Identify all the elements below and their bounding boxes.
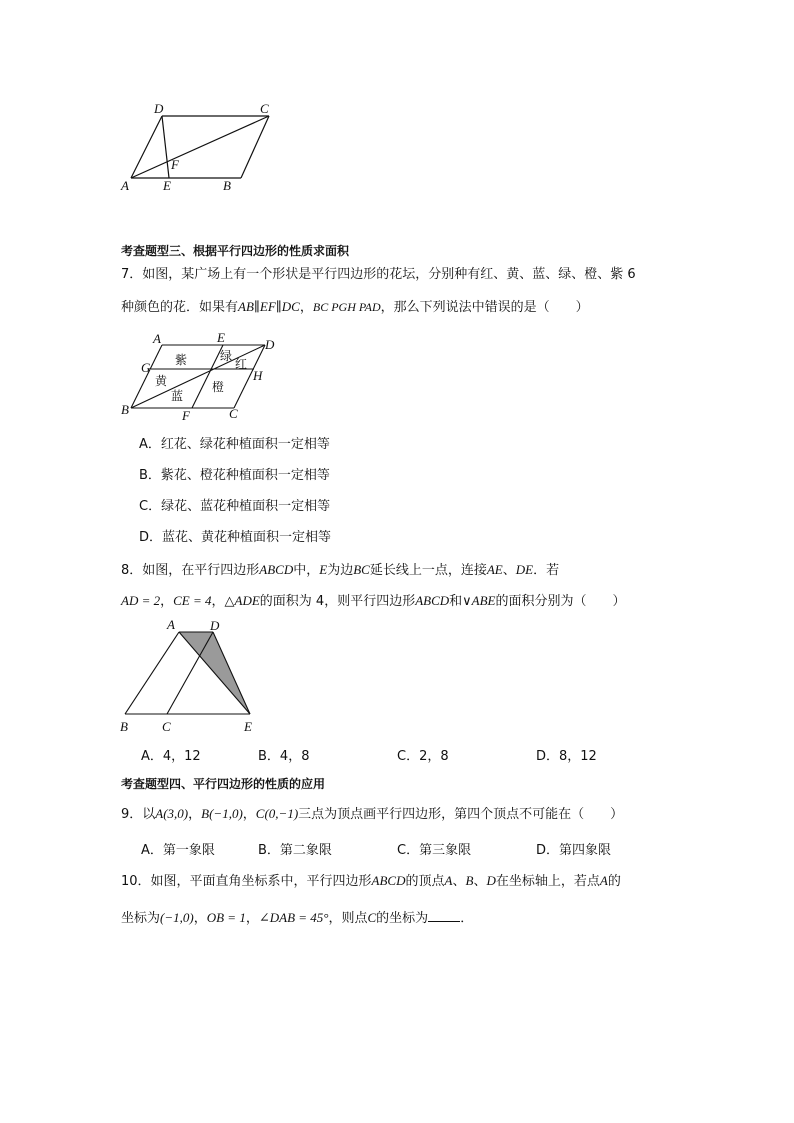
- figure-parallelogram-abcd-ef: [110, 96, 280, 196]
- q7-line2: [121, 298, 589, 317]
- q8-option-b: B．4，8: [258, 749, 310, 764]
- q10-l1-t1: 的顶点: [405, 874, 445, 889]
- fig8-label-d: D: [210, 618, 220, 633]
- q9-line: [121, 805, 623, 824]
- q9-m3: C(0,−1): [255, 806, 299, 821]
- q8-l2-t5: 的面积分别为（ ）: [495, 594, 626, 609]
- fig7-region-green: 绿: [220, 349, 233, 363]
- q8-l2-m1: AD = 2: [121, 593, 161, 608]
- q8-option-a: A．4，12: [141, 749, 201, 764]
- fig1-label-f: F: [171, 157, 179, 172]
- q8-l2-m4: ABCD: [415, 593, 450, 608]
- q7-line2-sep: ，: [299, 300, 313, 315]
- q10-l2-t0: 坐标为: [121, 911, 161, 926]
- fig1-label-d: D: [154, 101, 164, 116]
- answer-blank[interactable]: [428, 909, 460, 922]
- fig8-label-c: C: [162, 719, 171, 734]
- fig7-label-h: H: [253, 368, 263, 383]
- q8-l1-t2: 为边: [327, 563, 354, 578]
- q7-line1: [121, 266, 636, 284]
- fig7-label-g: G: [141, 360, 151, 375]
- section3-heading: 考查题型三、根据平行四边形的性质求面积: [121, 244, 350, 258]
- q8-line2: [121, 592, 626, 611]
- q10-l1-t5: 的: [607, 874, 621, 889]
- q10-l1-t4: 在坐标轴上，若点: [495, 874, 600, 889]
- q10-l1-t0: 10．如图，平面直角坐标系中，平行四边形: [121, 874, 372, 889]
- q8-l1-t0: 8．如图，在平行四边形: [121, 563, 260, 578]
- q9-t3: 三点为顶点画平行四边形，第四个顶点不可能在（ ）: [298, 807, 624, 822]
- fig7-region-purple: 紫: [175, 353, 188, 367]
- q9-option-d: D．第四象限: [536, 843, 612, 858]
- fig7-region-red: 红: [235, 357, 248, 371]
- q8-l1-t1: 中，: [293, 563, 320, 578]
- q8-l2-m2: CE = 4: [173, 593, 212, 608]
- fig1-label-e: E: [163, 178, 171, 193]
- q10-l2-m1: (−1,0): [160, 910, 194, 925]
- fig8-label-e: E: [244, 719, 252, 734]
- q9-t1: ，: [188, 807, 202, 822]
- q10-l2-m3: ∠DAB = 45°: [258, 910, 329, 925]
- q8-l1-t3: 延长线上一点，连接: [369, 563, 487, 578]
- q8-l1-m5: DE: [515, 562, 534, 577]
- q10-l2-m4: C: [367, 910, 377, 925]
- q9-t2: ，: [242, 807, 256, 822]
- fig7-label-c: C: [229, 406, 238, 421]
- fig7-label-d: D: [265, 337, 275, 352]
- q10-l2-t2: ，: [245, 911, 259, 926]
- q8-l2-m5: ABE: [471, 593, 496, 608]
- fig7-region-blue: 蓝: [171, 389, 184, 403]
- q10-l1-m1: ABCD: [371, 873, 406, 888]
- fig7-label-e: E: [217, 330, 225, 345]
- q10-line2: [121, 909, 473, 928]
- fig7-label-a: A: [153, 331, 161, 346]
- fig7-region-yellow: 黄: [155, 374, 168, 388]
- q9-t0: 9．以: [121, 807, 156, 822]
- q7-line2-math2: BC PGH PAD: [312, 300, 381, 314]
- q8-l1-m1: ABCD: [259, 562, 294, 577]
- q8-l2-t1: ，: [160, 594, 174, 609]
- q8-l1-m2: E: [319, 562, 328, 577]
- fig7-label-b: B: [121, 402, 129, 417]
- fig7-label-f: F: [182, 408, 190, 423]
- q7-option-b: B．紫花、橙花种植面积一定相等: [139, 468, 330, 483]
- q7-option-c: C．绿花、蓝花种植面积一定相等: [139, 499, 331, 514]
- q8-option-d: D．8，12: [536, 749, 597, 764]
- q8-l2-m3: ADE: [234, 593, 260, 608]
- fig1-label-a: A: [121, 178, 129, 193]
- q10-l1-m3: B: [465, 873, 474, 888]
- q8-option-c: C．2，8: [397, 749, 449, 764]
- q10-l2-t1: ，: [193, 911, 207, 926]
- q10-l2-t5: ．: [460, 911, 474, 926]
- figure-parallelogram-shaded: [112, 614, 272, 740]
- q10-l1-m4: D: [486, 873, 496, 888]
- q10-line1: [121, 872, 621, 891]
- q10-l2-t4: 的坐标为: [376, 911, 429, 926]
- q9-m1: A(3,0): [155, 806, 189, 821]
- fig8-label-b: B: [120, 719, 128, 734]
- q10-l1-t2: 、: [452, 874, 466, 889]
- q10-l1-m2: A: [444, 873, 453, 888]
- q8-l2-t3: 的面积为 4，则平行四边形: [259, 594, 416, 609]
- q9-option-b: B．第二象限: [258, 843, 332, 858]
- q7-line2-suffix: ，那么下列说法中错误的是（ ）: [380, 300, 589, 315]
- q8-l1-t5: ．若: [533, 563, 560, 578]
- q8-l2-t4: 和∨: [449, 594, 472, 609]
- q7-line2-prefix: 种颜色的花．如果有: [121, 300, 239, 315]
- q7-line1-text: 7．如图，某广场上有一个形状是平行四边形的花坛，分别种有红、黄、蓝、绿、橙、紫 6: [121, 267, 636, 282]
- q9-m2: B(−1,0): [201, 806, 243, 821]
- q7-option-d: D．蓝花、黄花种植面积一定相等: [139, 530, 332, 545]
- q7-line2-math1: AB∥EF∥DC: [238, 299, 300, 314]
- q8-line1: [121, 561, 559, 580]
- q10-l2-t3: ，则点: [328, 911, 368, 926]
- q8-l1-t4: 、: [502, 563, 516, 578]
- q7-option-a: A．红花、绿花种植面积一定相等: [139, 437, 330, 452]
- q9-option-a: A．第一象限: [141, 843, 215, 858]
- fig7-region-orange: 橙: [212, 380, 225, 394]
- q10-l1-m5: A: [599, 873, 608, 888]
- section4-heading: 考查题型四、平行四边形的性质的应用: [121, 777, 326, 791]
- q10-l2-m2: OB = 1: [206, 910, 246, 925]
- q10-l1-t3: 、: [473, 874, 487, 889]
- q8-l1-m4: AE: [486, 562, 503, 577]
- figure-flower-bed: [115, 328, 285, 424]
- q8-l2-t2: ，△: [211, 594, 235, 609]
- q9-option-c: C．第三象限: [397, 843, 472, 858]
- fig1-label-b: B: [223, 178, 231, 193]
- fig8-label-a: A: [167, 617, 175, 632]
- fig1-label-c: C: [260, 101, 269, 116]
- q8-l1-m3: BC: [353, 562, 370, 577]
